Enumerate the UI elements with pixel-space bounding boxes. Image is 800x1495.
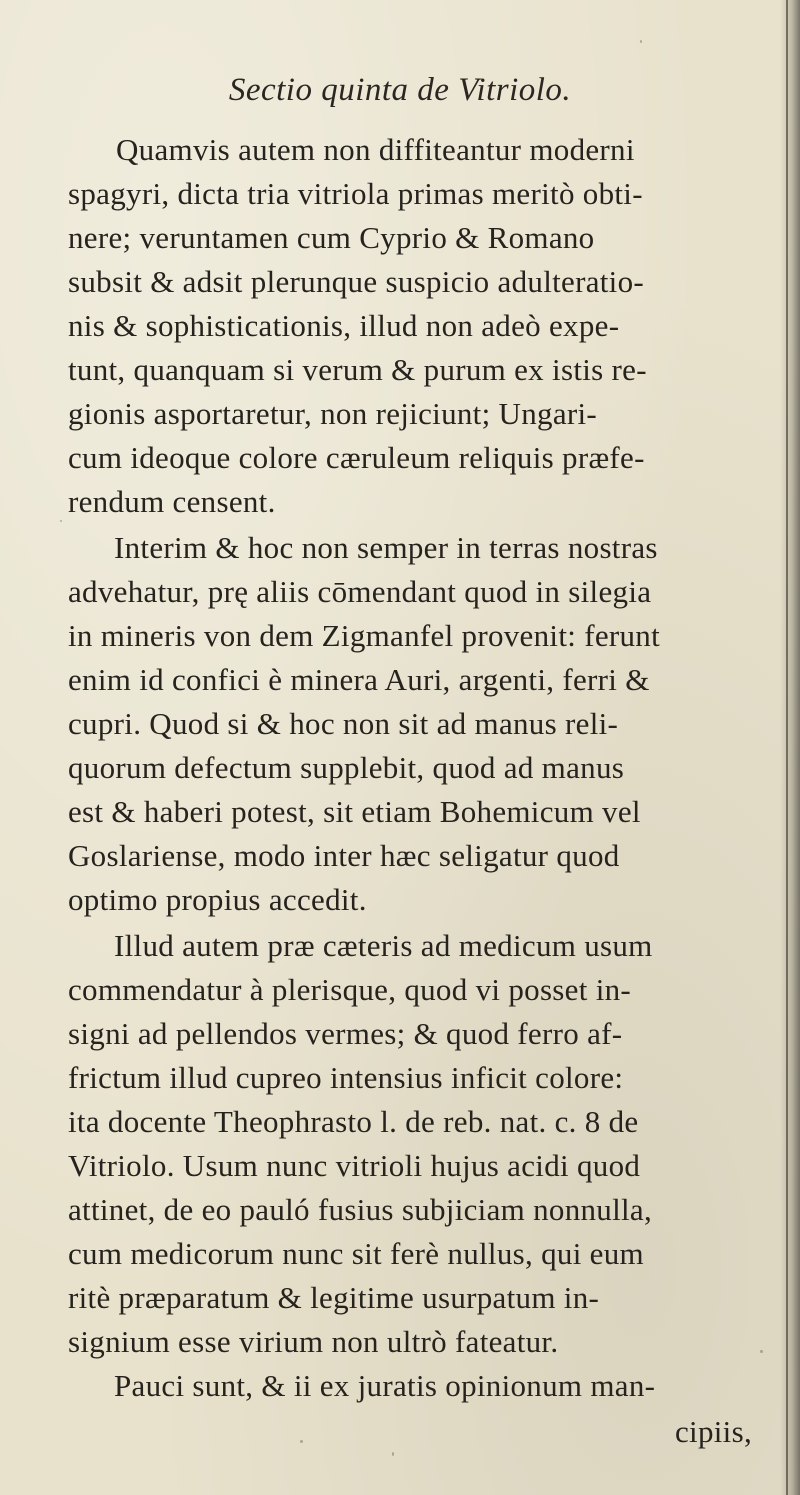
text-line: signium esse virium non ultrò fateatur. — [68, 1324, 559, 1359]
text-line: nis & sophisticationis, illud non adeò expe- — [68, 308, 620, 343]
text-line: attinet, de eo pauló fusius subjiciam nonnulla, — [68, 1192, 653, 1227]
text-line: Illud autem præ cæteris ad medicum usum — [114, 928, 653, 963]
text-line: enim id confici è minera Auri, argenti, ferri & — [68, 662, 650, 697]
text-line: tunt, quanquam si verum & purum ex istis re- — [68, 352, 647, 387]
text-line: Vitriolo. Usum nunc vitrioli hujus acidi quod — [68, 1148, 641, 1183]
catchword: cipiis, — [674, 1414, 752, 1449]
text-line: ritè præparatum & legitime usurpatum in- — [68, 1280, 600, 1315]
text-line: subsit & adsit plerunque suspicio adulteratio- — [68, 264, 645, 299]
text-line: Pauci sunt, & ii ex juratis opinionum man- — [114, 1368, 656, 1403]
text-line: est & haberi potest, sit etiam Bohemicum vel — [68, 794, 641, 829]
text-line: nere; veruntamen cum Cyprio & Romano — [68, 220, 595, 255]
text-line: spagyri, dicta tria vitriola primas meritò obti- — [68, 176, 643, 211]
text-line: ita docente Theophrasto l. de reb. nat. c. 8 de — [68, 1104, 639, 1139]
text-line: gionis asportaretur, non rejiciunt; Ungari- — [68, 396, 598, 431]
page-edge-line — [786, 0, 788, 1495]
text-line: Quamvis autem non diffiteantur moderni — [116, 132, 635, 167]
text-line: quorum defectum supplebit, quod ad manus — [68, 750, 625, 785]
text-line: Interim & hoc non semper in terras nostras — [114, 530, 658, 565]
page-gutter-shadow — [780, 0, 800, 1495]
text-line: cum ideoque colore cæruleum reliquis præfe- — [68, 440, 645, 475]
text-line: cupri. Quod si & hoc non sit ad manus reli- — [68, 706, 619, 741]
text-line: cum medicorum nunc sit ferè nullus, qui eum — [68, 1236, 644, 1271]
text-line: signi ad pellendos vermes; & quod ferro af- — [68, 1016, 623, 1051]
text-line: commendatur à plerisque, quod vi posset in- — [68, 972, 632, 1007]
running-head: Sectio quinta de Vitriolo. — [228, 72, 572, 108]
text-line: rendum censent. — [68, 484, 276, 519]
text-line: frictum illud cupreo intensius inficit colore: — [68, 1060, 624, 1095]
text-line: Goslariense, modo inter hæc seligatur quod — [68, 838, 620, 873]
text-line: in mineris von dem Zigmanfel provenit: ferunt — [68, 618, 661, 653]
text-line: advehatur, prę aliis cōmendant quod in silegia — [68, 574, 652, 609]
text-line: optimo propius accedit. — [68, 882, 367, 917]
